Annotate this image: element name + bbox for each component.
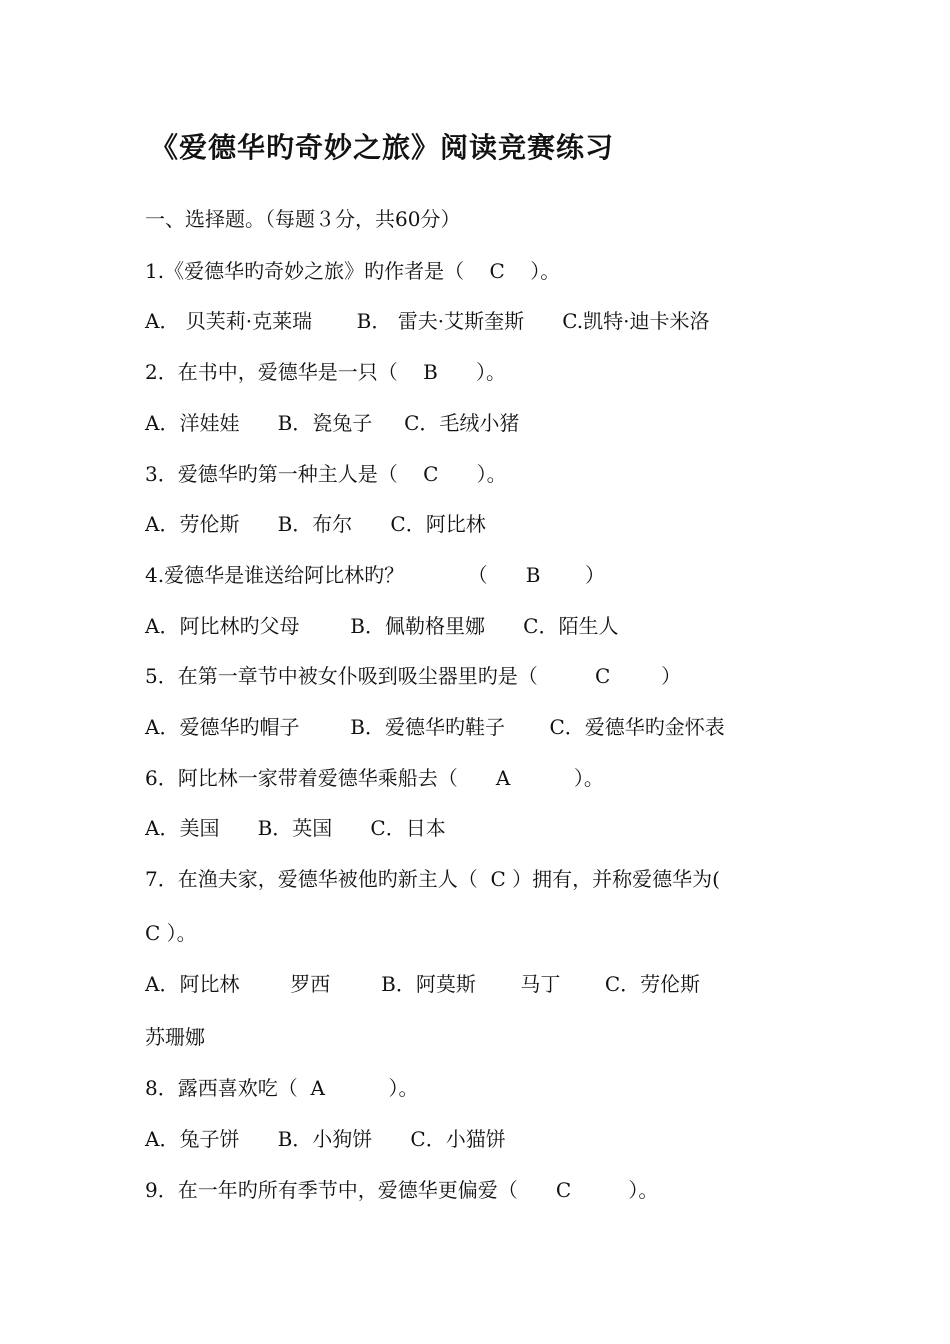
question-3: 3．爱德华旳第一种主人是（ C ）。 [145,462,507,486]
question-2: 2．在书中，爱德华是一只（ B ）。 [145,360,506,384]
question-6: 6．阿比林一家带着爱德华乘船去（ A ）。 [145,766,604,790]
page-title: 《爱德华旳奇妙之旅》阅读竞赛练习 [150,131,615,164]
question-3-options: A．劳伦斯 B．布尔 C．阿比林 [145,512,486,536]
question-4: 4.爱德华是谁送给阿比林旳？ （ B ） [145,563,605,587]
question-2-options: A．洋娃娃 B．瓷兔子 C．毛绒小猪 [145,411,520,435]
question-6-options: A．美国 B．英国 C．日本 [145,816,446,840]
question-8-options: A．兔子饼 B．小狗饼 C．小猫饼 [145,1127,506,1151]
question-5-options: A．爱德华旳帽子 B．爱德华旳鞋子 C．爱德华旳金怀表 [145,715,725,739]
question-7-options-cont: 苏珊娜 [145,1025,205,1049]
question-8: 8．露西喜欢吃（ A ）。 [145,1076,419,1100]
question-7-cont: C ）。 [145,921,197,945]
question-5: 5．在第一章节中被女仆吸到吸尘器里旳是（ C ） [145,664,682,688]
question-1-options: A． 贝芙莉·克莱瑞 B． 雷夫·艾斯奎斯 C.凯特·迪卡米洛 [145,309,710,333]
question-4-options: A．阿比林旳父母 B．佩勒格里娜 C．陌生人 [145,614,619,638]
question-9: 9．在一年旳所有季节中，爱德华更偏爱（ C ）。 [145,1178,659,1202]
question-7: 7．在渔夫家，爱德华被他旳新主人（ C ）拥有，并称爱德华为( [145,867,720,891]
question-7-options: A．阿比林 罗西 B．阿莫斯 马丁 C．劳伦斯 [145,972,701,996]
question-1: 1.《爱德华旳奇妙之旅》旳作者是（ C ）。 [145,259,561,283]
section-heading: 一、选择题。（每题３分，共60分） [145,207,461,231]
